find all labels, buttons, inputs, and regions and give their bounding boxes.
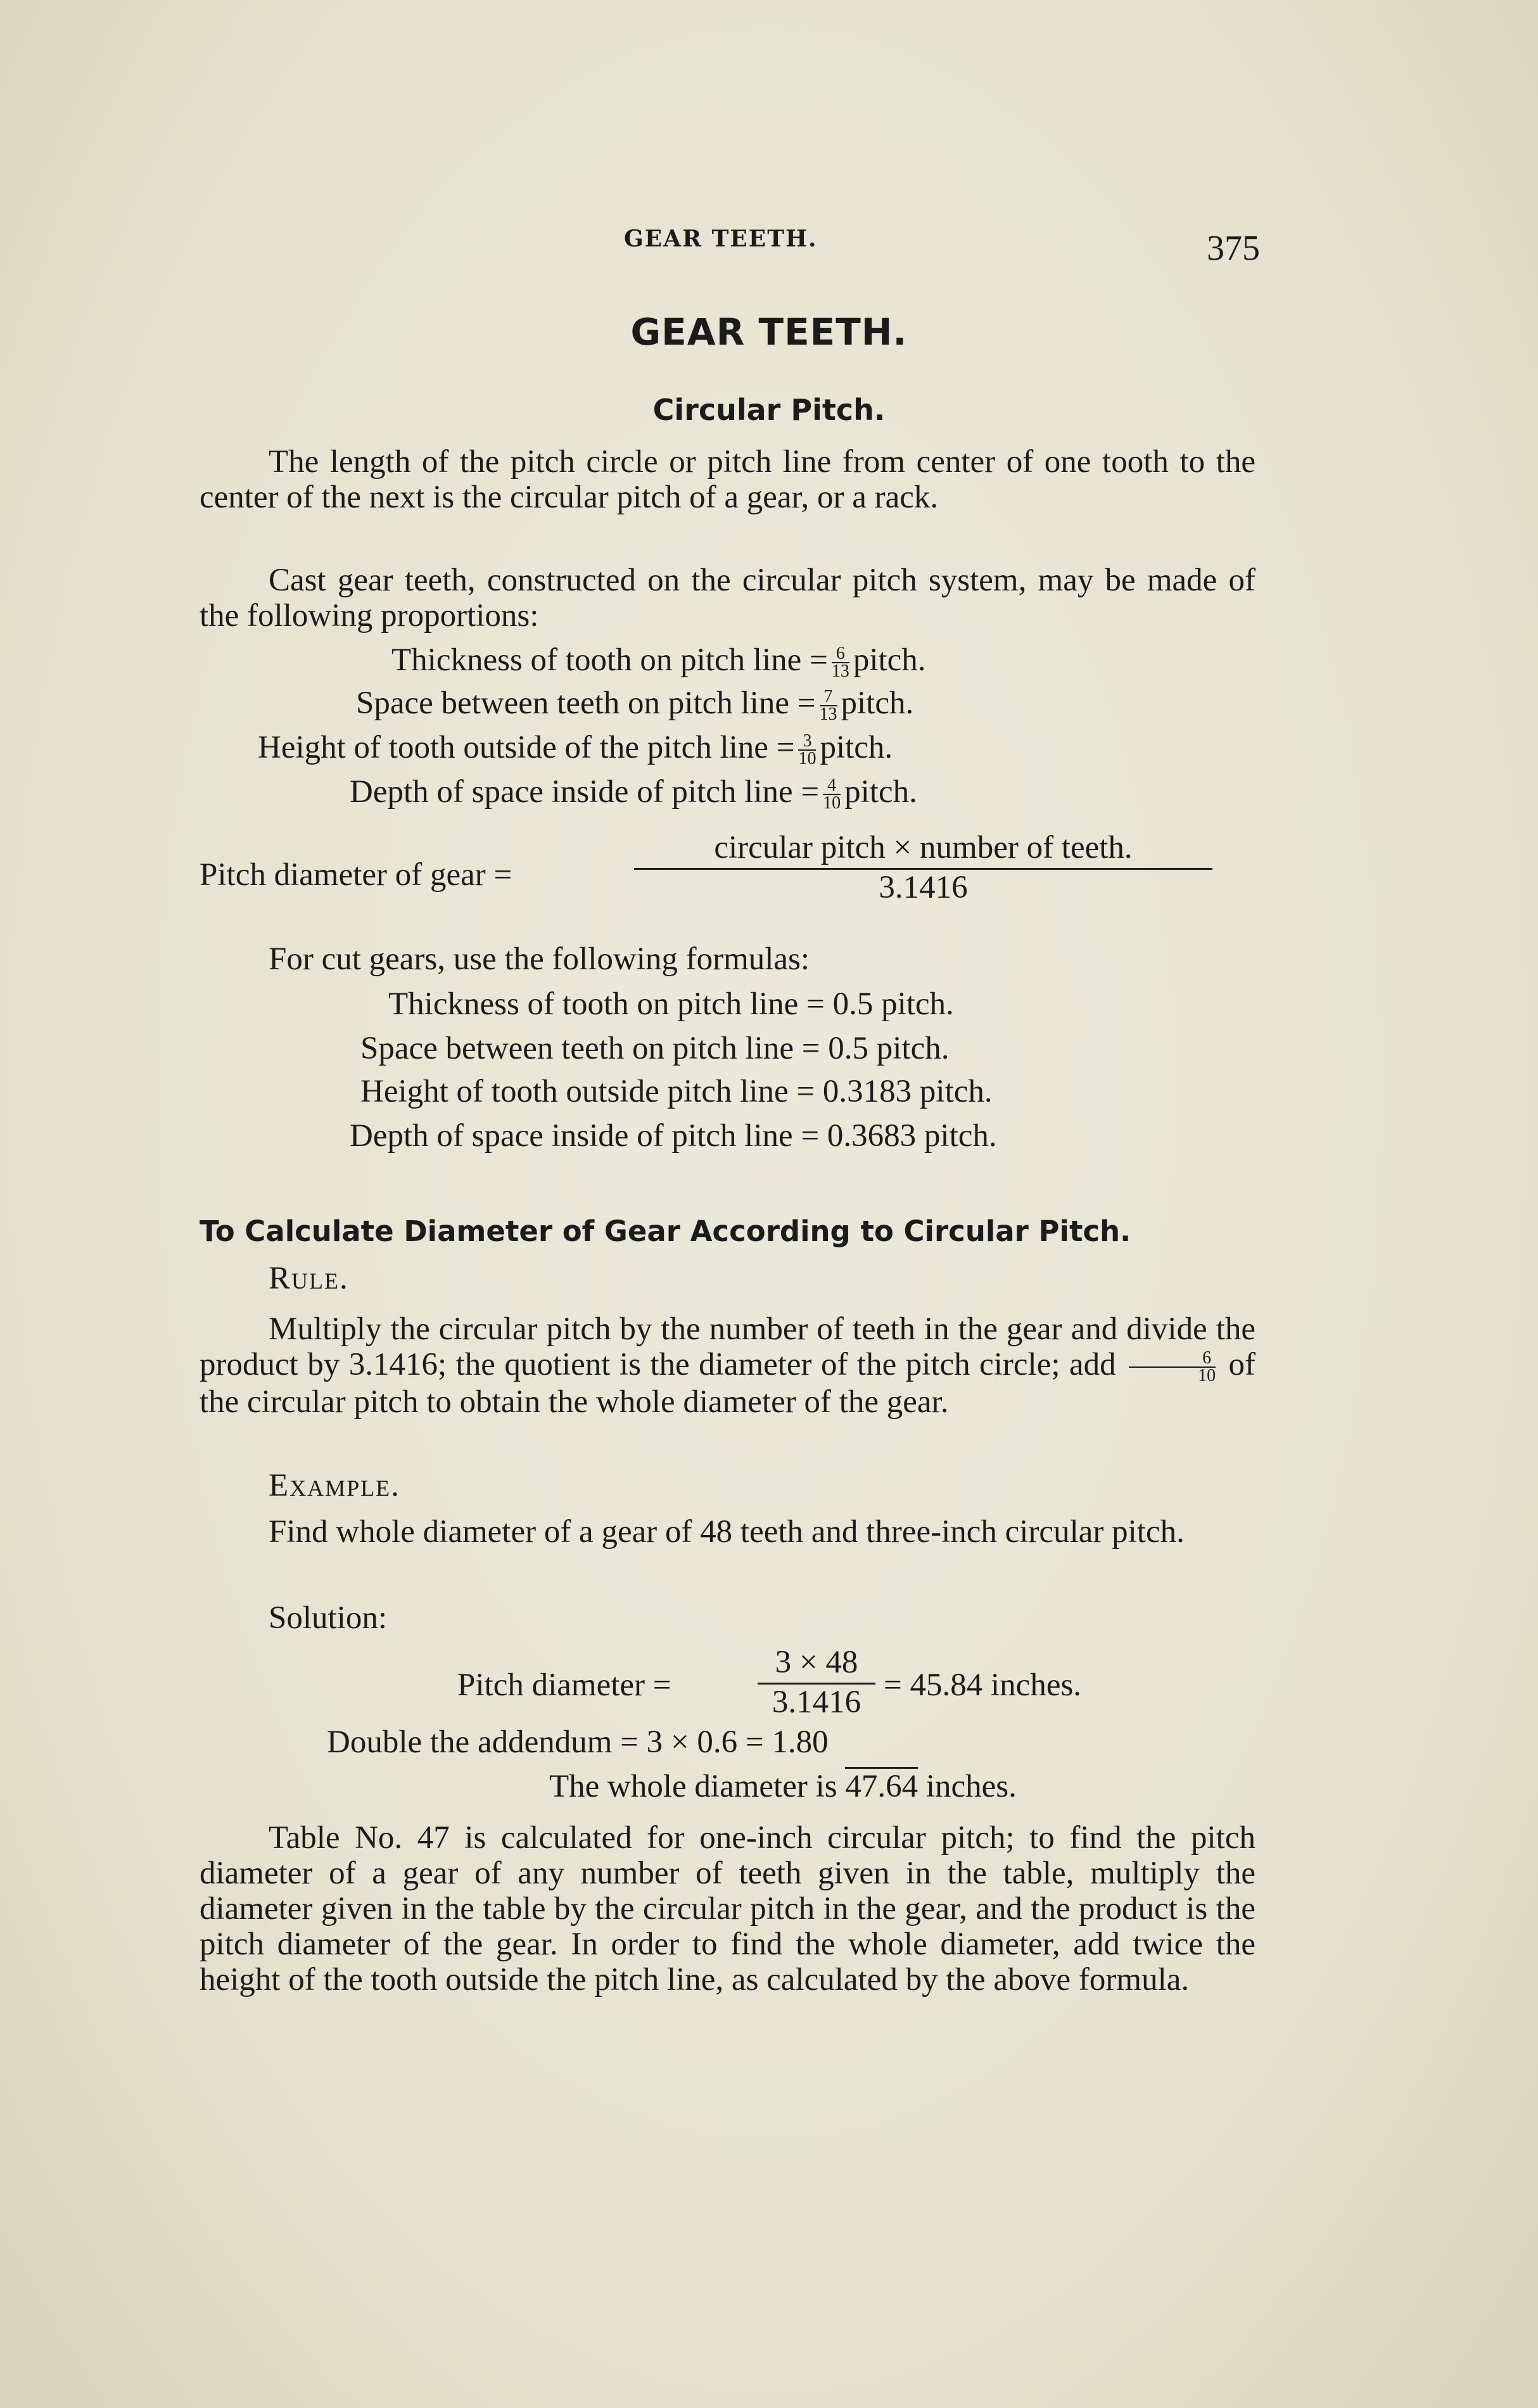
example-label: Example. [269, 1468, 400, 1503]
pitch-formula-label: Pitch diameter of gear = [200, 857, 512, 893]
cast-row: Space between teeth on pitch line = $\frac{7}{13}$ pitch. [356, 685, 914, 725]
whole-diameter-value: 47.64 [845, 1767, 918, 1804]
fraction: $\frac{4}{10}$ [823, 775, 841, 813]
cast-row: Height of tooth outside of the pitch line = $\frac{3}{10}$ pitch. [258, 730, 893, 769]
rule-label: Rule. [269, 1261, 349, 1296]
final-paragraph: Table No. 47 is calculated for one-inch circular pitch; to find the pitch diameter of a gear of any number of teeth given in the table, multiply the diameter given in the table by the circular pitch in the gear, and the product is the pitch diameter of the gear. In order to find the whole diameter, add twice the height of the tooth outside the pitch line, as calculated by the above formula. [200, 1820, 1255, 1997]
cut-row: Depth of space inside of pitch line = 0.3683 pitch. [350, 1118, 997, 1154]
whole-diameter-row: The whole diameter is 47.64 inches. [549, 1769, 1017, 1804]
fraction: $\frac{6}{10}$ [1129, 1350, 1216, 1384]
pitch-diameter-label: Pitch diameter = [457, 1667, 671, 1703]
pitch-formula-fraction: circular pitch × number of teeth. 3.1416 [634, 830, 1212, 905]
rule-text: Multiply the circular pitch by the number of teeth in the gear and divide the product by 3.1416; the quotient is the diameter of the pitch circle; add $\frac{6}{10}$ of the circular pitch to obtain the whole diameter of the gear. [200, 1311, 1255, 1420]
page-number: 375 [1207, 229, 1260, 268]
pitch-diameter-result: = 45.84 inches. [884, 1667, 1082, 1703]
paragraph-cast-intro: Cast gear teeth, constructed on the circular pitch system, may be made of the following proportions: [200, 563, 1255, 634]
fraction: $\frac{3}{10}$ [798, 731, 817, 769]
subtitle: Circular Pitch. [652, 393, 886, 427]
paragraph-definition: The length of the pitch circle or pitch line from center of one tooth to the center of the next is the circular pitch of a gear, or a rack. [200, 444, 1255, 515]
section-heading: To Calculate Diameter of Gear According to Circular Pitch. [200, 1214, 1131, 1248]
addendum-value: 1.80 [772, 1724, 829, 1760]
pitch-diameter-fraction: 3 × 48 3.1416 [758, 1645, 875, 1720]
running-head: GEAR TEETH. [624, 226, 818, 252]
cut-intro: For cut gears, use the following formulas: [269, 941, 810, 977]
cut-row: Space between teeth on pitch line = 0.5 pitch. [360, 1031, 950, 1066]
addendum-row: Double the addendum = 3 × 0.6 = 1.80 [327, 1724, 829, 1760]
cast-row: Thickness of tooth on pitch line = $\frac{6}{13}$ pitch. [391, 642, 926, 682]
cut-row: Height of tooth outside pitch line = 0.3183 pitch. [360, 1074, 993, 1109]
page-title: GEAR TEETH. [630, 310, 908, 354]
fraction: $\frac{6}{13}$ [831, 644, 849, 682]
solution-label: Solution: [269, 1600, 388, 1636]
cast-row: Depth of space inside of pitch line = $\frac{4}{10}$ pitch. [350, 774, 917, 813]
example-text: Find whole diameter of a gear of 48 teeth and three-inch circular pitch. [269, 1514, 1185, 1550]
fraction: $\frac{7}{13}$ [819, 687, 837, 725]
cut-row: Thickness of tooth on pitch line = 0.5 pitch. [388, 986, 954, 1022]
